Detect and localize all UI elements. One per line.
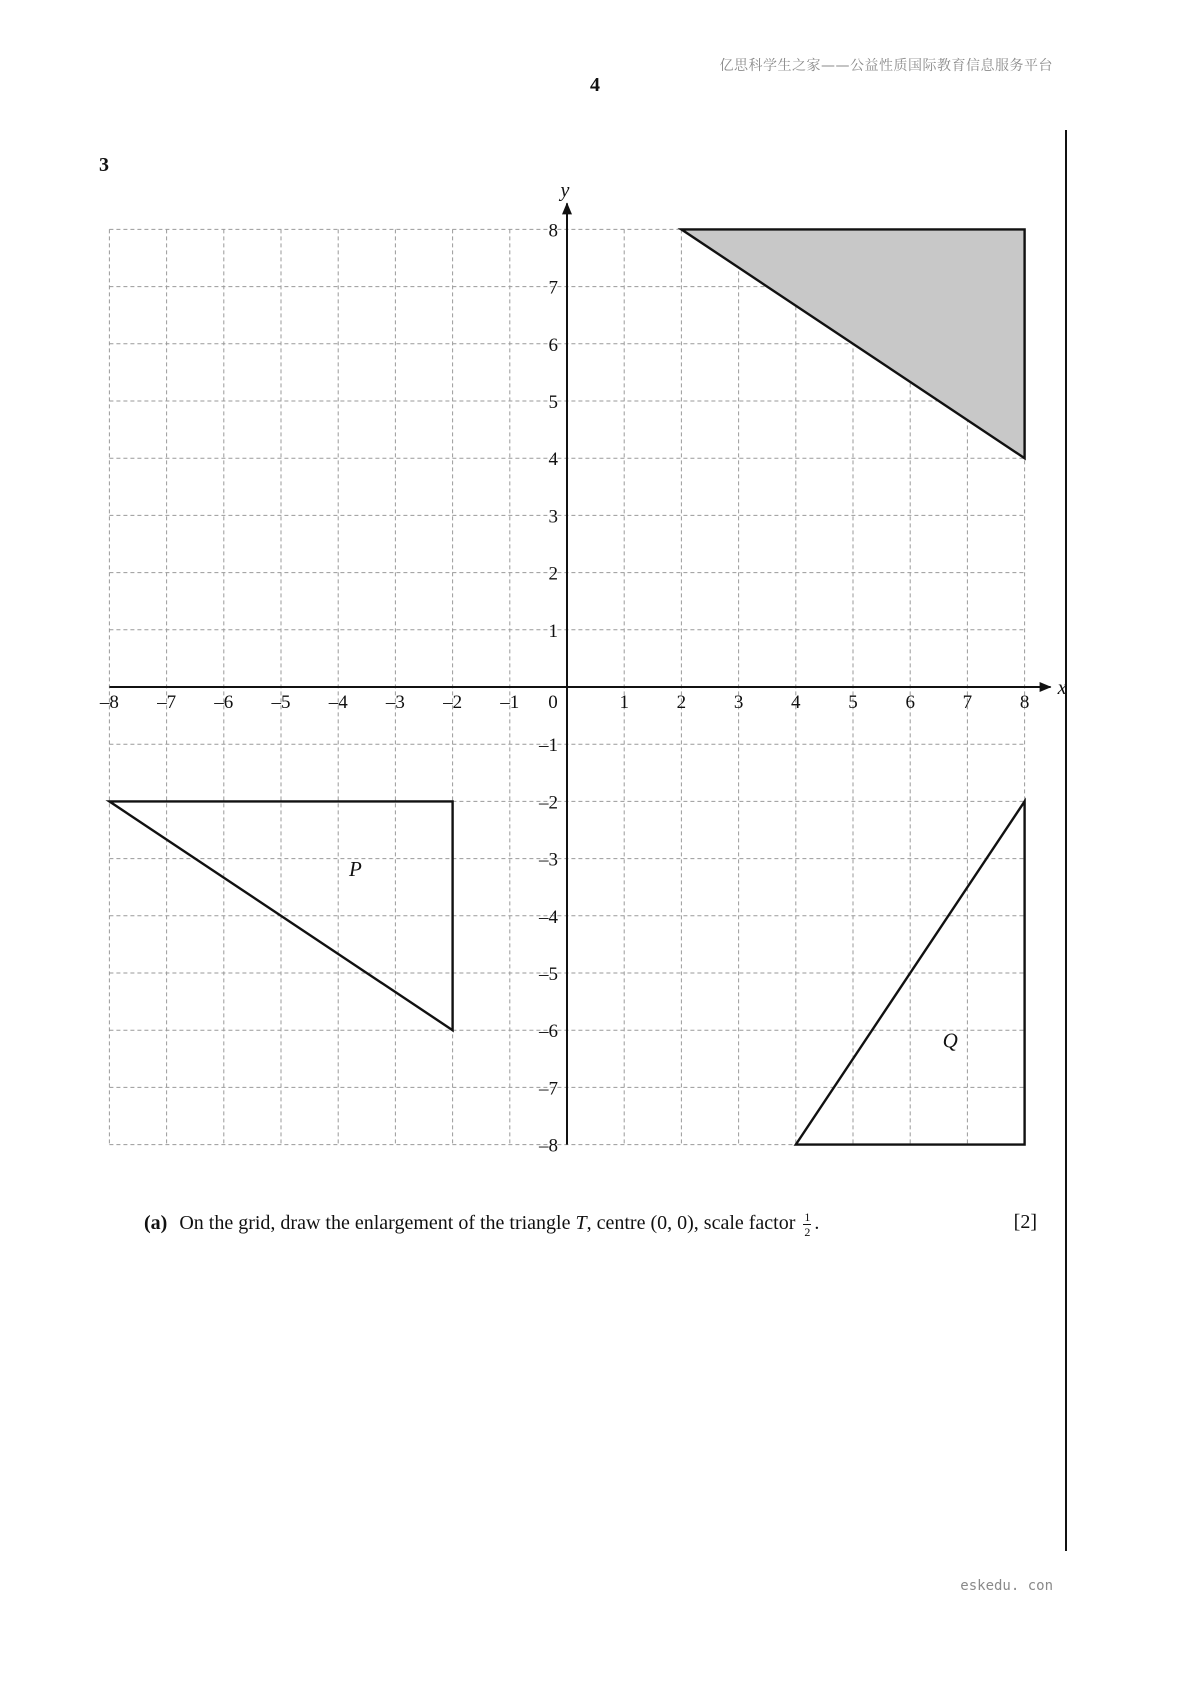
part-a-triangle-name: T	[575, 1212, 587, 1235]
x-tick-label: –8	[99, 692, 119, 713]
x-tick-label: –6	[214, 692, 234, 713]
page-number: 4	[590, 74, 600, 96]
x-tick-label: –3	[385, 692, 405, 713]
y-tick-label: –6	[539, 1021, 558, 1043]
y-tick-label: 7	[548, 277, 558, 299]
y-tick-label: 4	[548, 449, 558, 471]
marks-label: [2]	[1013, 1211, 1037, 1233]
watermark-text: 亿思科学生之家——公益性质国际教育信息服务平台	[719, 58, 1053, 74]
triangle-label-q: Q	[942, 1028, 958, 1053]
x-axis-label: x	[1057, 677, 1067, 699]
fraction-denominator: 2	[804, 1225, 811, 1239]
y-tick-label: –4	[539, 906, 558, 928]
y-tick-label: 5	[548, 392, 558, 413]
x-tick-label: 6	[905, 692, 915, 713]
x-tick-label: –7	[157, 692, 177, 713]
x-tick-label: –1	[500, 692, 520, 713]
part-a-text-end: .	[814, 1212, 820, 1235]
y-tick-label: –2	[539, 792, 558, 814]
y-tick-label: 1	[548, 620, 558, 642]
y-tick-label: 2	[548, 563, 558, 585]
footer-site: eskedu. con	[960, 1578, 1053, 1594]
y-tick-label: 3	[548, 506, 558, 528]
x-tick-label: 2	[676, 692, 687, 713]
triangle-label-p: P	[348, 856, 362, 881]
question-part-a	[144, 1211, 1037, 1238]
y-tick-label: 6	[548, 334, 558, 356]
x-tick-label: 4	[791, 692, 801, 713]
y-axis-label: y	[560, 179, 570, 202]
x-tick-label: 3	[733, 692, 744, 713]
y-tick-label: –3	[539, 849, 558, 871]
fraction-numerator: 1	[804, 1210, 811, 1224]
part-a-label: (a)	[144, 1212, 168, 1235]
x-tick-label: –4	[328, 692, 348, 713]
y-tick-label: –1	[539, 735, 558, 757]
x-tick-label: 0	[548, 692, 558, 713]
x-tick-label: 5	[848, 692, 858, 713]
x-tick-label: –5	[271, 692, 291, 713]
question-number: 3	[99, 154, 109, 176]
part-a-text-1: On the grid, draw the enlargement of the triangle	[179, 1212, 576, 1235]
y-tick-label: –5	[539, 964, 558, 985]
x-tick-label: 7	[962, 692, 973, 713]
y-tick-label: –7	[539, 1078, 558, 1100]
part-a-text-2: , centre (0, 0), scale factor	[586, 1212, 801, 1235]
x-tick-label: 1	[619, 692, 629, 713]
scale-factor-fraction	[803, 1211, 811, 1238]
y-tick-label: –8	[539, 1135, 558, 1157]
y-tick-label: 8	[548, 220, 558, 242]
x-tick-label: 8	[1019, 692, 1030, 713]
x-tick-label: –2	[443, 692, 463, 713]
